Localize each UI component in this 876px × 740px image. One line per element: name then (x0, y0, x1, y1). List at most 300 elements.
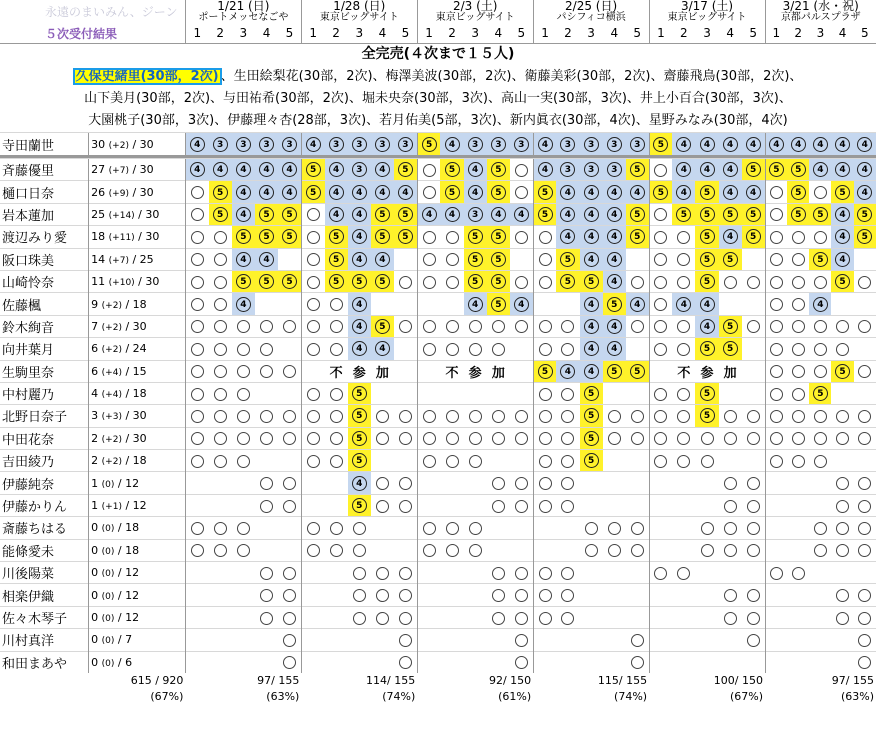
slot-cell (232, 270, 255, 292)
slot-cell (464, 133, 487, 156)
round-number-icon: 5 (791, 162, 806, 177)
open-circle-icon (561, 500, 574, 513)
slot-cell (556, 338, 579, 360)
slot-cell (394, 293, 417, 315)
open-circle-icon (858, 589, 871, 602)
slot-cell (255, 382, 278, 404)
slot-cell (487, 629, 510, 651)
round-number-icon: 5 (538, 207, 553, 222)
slot-cell (301, 539, 324, 561)
sold-count: 4 (91, 387, 99, 401)
slot-cell (417, 382, 440, 404)
slot-cell (209, 270, 232, 292)
slot-cell (255, 405, 278, 427)
count-diff: (+9) (108, 188, 129, 199)
slot-cell (417, 338, 440, 360)
slot-cell (278, 562, 301, 584)
slot-number: 4 (719, 23, 742, 44)
slot-cell (232, 293, 255, 315)
event-total: 97/ 155 (831, 674, 874, 688)
slot-cell (325, 450, 348, 472)
slot-cell (556, 539, 579, 561)
slot-cell (533, 360, 556, 382)
open-circle-icon (814, 320, 827, 333)
slot-cell (278, 427, 301, 449)
slot-cell (854, 450, 876, 472)
open-circle-icon (836, 410, 849, 423)
slot-cell (278, 450, 301, 472)
slot-cell (533, 133, 556, 156)
slot-cell (325, 517, 348, 539)
slot-cell (787, 450, 809, 472)
slot-cell (649, 494, 672, 516)
round-number-icon: 4 (791, 137, 806, 152)
slot-cell (533, 606, 556, 628)
slot-cell (649, 181, 672, 203)
open-circle-icon (214, 365, 227, 378)
slot-cell (765, 629, 787, 651)
member-count (89, 133, 186, 156)
sold-count: 3 (91, 409, 99, 423)
open-circle-icon (858, 656, 871, 669)
round-number-icon: 4 (746, 185, 761, 200)
open-circle-icon (561, 455, 574, 468)
open-circle-icon (561, 410, 574, 423)
event-pct: (74%) (382, 690, 416, 704)
open-circle-icon (492, 320, 505, 333)
slot-cell (464, 360, 487, 382)
slot-cell (649, 270, 672, 292)
soldout-line1-text: 、生田絵梨花(30部，2次)、梅澤美波(30部，2次)、衛藤美彩(30部，2次)、齋藤飛鳥(30部，2次)、 (220, 69, 803, 85)
slot-cell (809, 133, 831, 156)
slot-cell (185, 360, 208, 382)
slot-cell (301, 315, 324, 337)
slot-cell (809, 450, 831, 472)
open-circle-icon (836, 544, 849, 557)
member-count (89, 315, 186, 337)
slot-cell (695, 248, 718, 270)
slot-cell (742, 293, 765, 315)
slot-cell (185, 382, 208, 404)
slot-cell (787, 248, 809, 270)
open-circle-icon (330, 544, 343, 557)
slot-cell (719, 494, 742, 516)
slot-cell (278, 517, 301, 539)
slot-cell (232, 315, 255, 337)
slot-cell (765, 270, 787, 292)
slot-cell (854, 405, 876, 427)
event-pct: (61%) (498, 690, 532, 704)
slot-cell (209, 450, 232, 472)
slot-cell (831, 584, 853, 606)
slot-number: 5 (854, 23, 876, 44)
slot-cell (809, 360, 831, 382)
slot-cell (371, 450, 394, 472)
open-circle-icon (585, 522, 598, 535)
slot-cell (742, 427, 765, 449)
slot-cell (533, 539, 556, 561)
slot-cell (440, 472, 463, 494)
open-circle-icon (283, 500, 296, 513)
slot-cell (417, 651, 440, 673)
slot-cell (672, 517, 695, 539)
round-number-icon: 5 (857, 207, 872, 222)
slot-cell (371, 629, 394, 651)
open-circle-icon (515, 656, 528, 669)
slot-cell (185, 226, 208, 248)
absent-label: 参 (700, 365, 714, 381)
open-circle-icon (836, 522, 849, 535)
open-circle-icon (191, 208, 204, 221)
open-circle-icon (446, 455, 459, 468)
event-date: 2/3 (土) (452, 0, 498, 13)
round-number-icon: 5 (560, 274, 575, 289)
slot-cell (417, 270, 440, 292)
slot-cell (580, 181, 603, 203)
slot-cell (487, 315, 510, 337)
open-circle-icon (561, 320, 574, 333)
sold-count: 0 (91, 655, 99, 669)
slot-cell (255, 360, 278, 382)
event-total: 100/ 150 (713, 674, 763, 688)
slot-cell (831, 293, 853, 315)
slot-cell (695, 382, 718, 404)
slot-cell (209, 494, 232, 516)
slot-cell (417, 606, 440, 628)
slot-cell (232, 181, 255, 203)
member-name: 渡辺みり愛 (0, 226, 89, 248)
round-number-icon: 5 (746, 207, 761, 222)
slot-number: 3 (232, 23, 255, 44)
open-circle-icon (283, 612, 296, 625)
round-number-icon: 5 (584, 408, 599, 423)
total-count: 18 (132, 387, 147, 401)
sold-count: 7 (91, 319, 99, 333)
slot-cell (854, 360, 876, 382)
member-row (0, 293, 876, 315)
slot-cell (649, 606, 672, 628)
slot-cell (440, 315, 463, 337)
round-number-icon: 4 (835, 252, 850, 267)
round-number-icon: 4 (723, 162, 738, 177)
slot-cell (255, 651, 278, 673)
member-name: 吉田綾乃 (0, 450, 89, 472)
round-number-icon: 3 (607, 137, 622, 152)
slot-cell (556, 562, 579, 584)
slot-cell (809, 539, 831, 561)
open-circle-icon (724, 544, 737, 557)
count-separator: / (114, 521, 126, 535)
round-number-icon: 4 (584, 185, 599, 200)
slot-cell (831, 405, 853, 427)
open-circle-icon (515, 500, 528, 513)
slot-cell (580, 226, 603, 248)
count-diff: (+11) (108, 233, 135, 244)
slot-cell (649, 226, 672, 248)
slot-cell (719, 181, 742, 203)
slot-cell (742, 517, 765, 539)
slot-cell (185, 494, 208, 516)
open-circle-icon (631, 320, 644, 333)
round-number-icon: 5 (375, 319, 390, 334)
round-number-icon: 5 (375, 274, 390, 289)
open-circle-icon (191, 298, 204, 311)
round-number-icon: 4 (352, 207, 367, 222)
total-count: 30 (132, 409, 147, 423)
total-count: 12 (125, 566, 140, 580)
slot-cell (417, 293, 440, 315)
member-row (0, 270, 876, 292)
member-name: 鈴木絢音 (0, 315, 89, 337)
slot-cell (417, 133, 440, 156)
slot-cell (649, 562, 672, 584)
open-circle-icon (539, 231, 552, 244)
count-diff: (+2) (108, 140, 129, 151)
open-circle-icon (585, 544, 598, 557)
sold-count: 6 (91, 342, 99, 356)
slot-cell (487, 606, 510, 628)
slot-cell (603, 203, 626, 225)
round-number-icon: 5 (352, 453, 367, 468)
slot-cell (464, 338, 487, 360)
open-circle-icon (814, 522, 827, 535)
member-count (89, 494, 186, 516)
member-count (89, 181, 186, 203)
member-name: 伊藤かりん (0, 494, 89, 516)
slot-cell (672, 562, 695, 584)
soldout-line-1 (0, 66, 876, 88)
slot-cell (487, 293, 510, 315)
slot-cell (464, 584, 487, 606)
count-separator: / (121, 454, 133, 468)
round-number-icon: 4 (352, 185, 367, 200)
slot-cell (719, 450, 742, 472)
slot-cell (325, 315, 348, 337)
round-number-icon: 4 (491, 207, 506, 222)
slot-cell (510, 450, 533, 472)
open-circle-icon (492, 410, 505, 423)
slot-cell (510, 360, 533, 382)
slot-cell (787, 226, 809, 248)
slot-cell (464, 382, 487, 404)
open-circle-icon (515, 276, 528, 289)
count-separator: / (121, 364, 133, 378)
slot-cell (278, 539, 301, 561)
round-number-icon: 5 (746, 229, 761, 244)
slot-cell (185, 427, 208, 449)
member-count (89, 270, 186, 292)
open-circle-icon (446, 276, 459, 289)
soldout-title: 全完売(４次まで１５人) (361, 46, 515, 63)
slot-cell (510, 226, 533, 248)
slot-cell (348, 181, 371, 203)
slot-cell (255, 203, 278, 225)
slot-cell (854, 584, 876, 606)
slot-cell (809, 606, 831, 628)
slot-number: 2 (440, 23, 463, 44)
slot-cell (765, 494, 787, 516)
round-number-icon: 5 (352, 274, 367, 289)
slot-cell (185, 405, 208, 427)
open-circle-icon (677, 455, 690, 468)
open-circle-icon (747, 589, 760, 602)
slot-cell (695, 226, 718, 248)
count-separator: / (134, 230, 146, 244)
slot-cell (626, 405, 649, 427)
slot-cell (787, 606, 809, 628)
slot-cell (854, 248, 876, 270)
slot-cell (672, 159, 695, 181)
slot-cell (719, 270, 742, 292)
open-circle-icon (237, 320, 250, 333)
round-number-icon: 5 (769, 162, 784, 177)
slot-cell (394, 159, 417, 181)
slot-cell (371, 181, 394, 203)
round-number-icon: 5 (491, 252, 506, 267)
slot-cell (325, 629, 348, 651)
total-count: 30 (132, 431, 147, 445)
round-number-icon: 5 (857, 229, 872, 244)
round-number-icon: 4 (352, 319, 367, 334)
open-circle-icon (237, 544, 250, 557)
slot-cell (672, 450, 695, 472)
open-circle-icon (677, 320, 690, 333)
slot-cell (719, 360, 742, 382)
slot-cell (831, 159, 853, 181)
open-circle-icon (539, 253, 552, 266)
open-circle-icon (631, 410, 644, 423)
open-circle-icon (608, 544, 621, 557)
slot-cell (301, 248, 324, 270)
round-number-icon: 4 (352, 252, 367, 267)
open-circle-icon (446, 544, 459, 557)
count-diff: (0) (101, 614, 115, 624)
slot-cell (626, 270, 649, 292)
member-count (89, 405, 186, 427)
slot-number: 5 (394, 23, 417, 44)
slot-cell (440, 159, 463, 181)
open-circle-icon (214, 432, 227, 445)
open-circle-icon (836, 500, 849, 513)
round-number-icon: 4 (213, 162, 228, 177)
open-circle-icon (330, 455, 343, 468)
member-name: 伊藤純奈 (0, 472, 89, 494)
event-venue: 京都パルスプラザ (780, 12, 861, 23)
slot-cell (854, 382, 876, 404)
slot-cell (742, 133, 765, 156)
slot-cell (765, 159, 787, 181)
member-row (0, 338, 876, 360)
count-diff: (0) (101, 591, 115, 602)
slot-cell (787, 494, 809, 516)
member-count (89, 472, 186, 494)
open-circle-icon (376, 589, 389, 602)
open-circle-icon (770, 186, 783, 199)
round-number-icon: 3 (352, 162, 367, 177)
slot-cell (510, 472, 533, 494)
count-diff: (0) (101, 569, 115, 580)
slot-cell (325, 293, 348, 315)
member-name: 中村麗乃 (0, 382, 89, 404)
slot-cell (809, 382, 831, 404)
slot-cell (255, 562, 278, 584)
round-number-icon: 4 (630, 185, 645, 200)
open-circle-icon (792, 410, 805, 423)
round-number-icon: 4 (813, 297, 828, 312)
slot-cell (278, 133, 301, 156)
total-count: 18 (125, 521, 140, 535)
round-number-icon: 4 (352, 297, 367, 312)
slot-cell (831, 315, 853, 337)
count-separator: / (114, 543, 126, 557)
overall-pct: (67%) (150, 690, 184, 704)
open-circle-icon (260, 477, 273, 490)
slot-cell (371, 494, 394, 516)
open-circle-icon (446, 432, 459, 445)
slot-cell (232, 248, 255, 270)
open-circle-icon (423, 544, 436, 557)
slot-cell (185, 450, 208, 472)
open-circle-icon (515, 477, 528, 490)
slot-cell (348, 270, 371, 292)
open-circle-icon (701, 455, 714, 468)
slot-cell (626, 226, 649, 248)
open-circle-icon (191, 186, 204, 199)
round-number-icon: 5 (468, 252, 483, 267)
round-number-icon: 4 (560, 185, 575, 200)
slot-cell (185, 133, 208, 156)
round-number-icon: 4 (375, 185, 390, 200)
open-circle-icon (307, 544, 320, 557)
slot-cell (695, 494, 718, 516)
slot-cell (719, 539, 742, 561)
open-circle-icon (423, 522, 436, 535)
slot-cell (255, 315, 278, 337)
open-circle-icon (792, 455, 805, 468)
slot-cell (672, 494, 695, 516)
event-header-row (0, 0, 876, 23)
open-circle-icon (191, 365, 204, 378)
round-number-icon: 4 (329, 185, 344, 200)
slot-cell (809, 270, 831, 292)
slot-cell (787, 405, 809, 427)
slot-cell (742, 159, 765, 181)
slot-cell (487, 405, 510, 427)
open-circle-icon (814, 343, 827, 356)
slot-cell (417, 159, 440, 181)
open-circle-icon (423, 276, 436, 289)
slot-cell (209, 651, 232, 673)
member-row (0, 133, 876, 156)
slot-cell (255, 248, 278, 270)
slot-cell (209, 517, 232, 539)
slot-cell (255, 584, 278, 606)
count-separator: / (114, 611, 126, 624)
open-circle-icon (492, 612, 505, 625)
absent-label: 加 (723, 365, 737, 381)
round-number-icon: 5 (398, 229, 413, 244)
slot-cell (394, 606, 417, 628)
slot-cell (603, 472, 626, 494)
open-circle-icon (561, 343, 574, 356)
slot-number: 2 (556, 23, 579, 44)
open-circle-icon (814, 186, 827, 199)
overall-total: 615 / 920 (130, 674, 184, 688)
slot-cell (394, 226, 417, 248)
slot-cell (556, 293, 579, 315)
count-separator: / (114, 566, 126, 580)
open-circle-icon (399, 276, 412, 289)
